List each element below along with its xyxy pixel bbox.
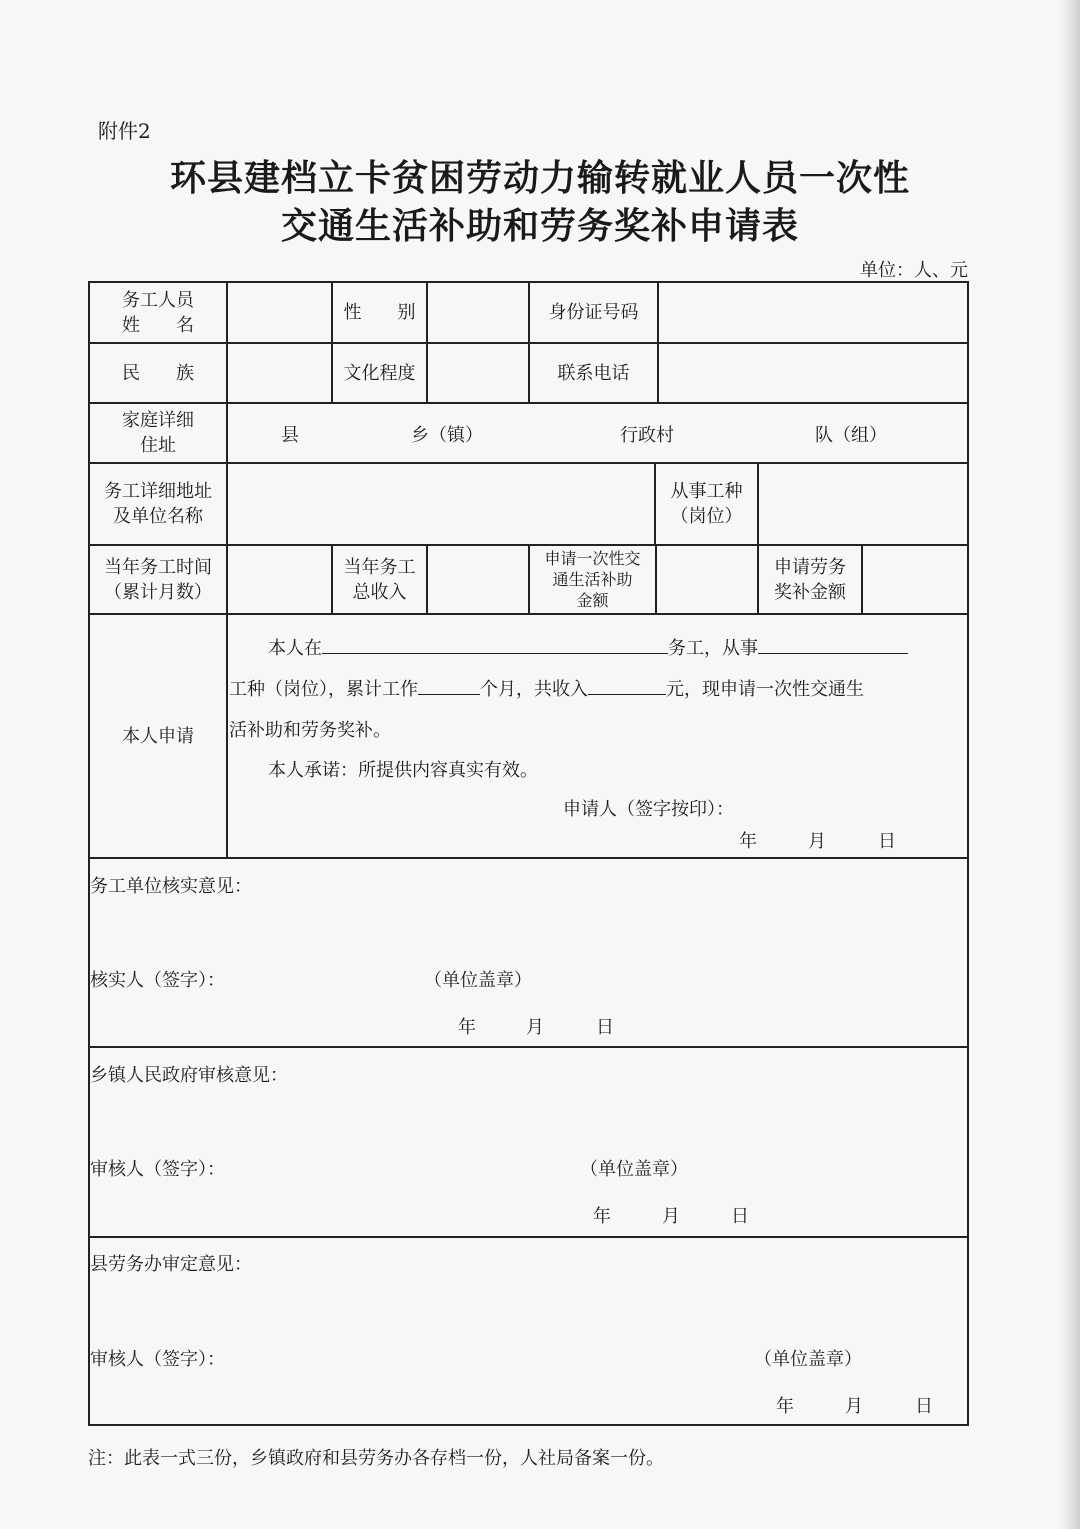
label-worker-name xyxy=(90,283,226,342)
label-gender: 性 别 xyxy=(343,302,416,323)
township-date-year: 年 xyxy=(593,1206,611,1227)
label-work-months xyxy=(90,546,226,613)
row-divider xyxy=(88,857,969,859)
application-date-month: 月 xyxy=(808,831,826,852)
label-total-income-line1: 当年务工 xyxy=(343,556,416,578)
label-work-address-line1: 务工详细地址 xyxy=(104,481,212,502)
county-date-day: 日 xyxy=(915,1396,933,1417)
label-work-months-line2: （累计月数） xyxy=(104,581,212,603)
table-border-right xyxy=(967,281,969,1426)
label-home-address-line1: 家庭详细 xyxy=(122,410,194,431)
label-transport-subsidy xyxy=(530,546,655,613)
label-total-income xyxy=(333,546,426,613)
scan-page-edge xyxy=(1058,0,1080,1529)
attachment-label: 附件2 xyxy=(98,119,151,143)
address-township: 乡（镇） xyxy=(411,425,483,446)
field-ethnicity[interactable] xyxy=(228,344,331,402)
township-reviewer-label: 审核人（签字）： xyxy=(90,1159,225,1180)
field-education[interactable] xyxy=(428,344,528,402)
label-transport-subsidy-line2: 通生活补助 xyxy=(552,570,633,589)
county-seal-label: （单位盖章） xyxy=(754,1349,862,1370)
county-opinion-heading: 县劳务办审定意见： xyxy=(90,1254,252,1275)
label-education: 文化程度 xyxy=(343,362,416,384)
address-village: 行政村 xyxy=(620,425,674,446)
label-ethnicity: 民 族 xyxy=(122,362,194,384)
field-job-type[interactable] xyxy=(759,464,967,544)
county-reviewer-label: 审核人（签字）： xyxy=(90,1349,225,1370)
employer-date-month: 月 xyxy=(526,1017,544,1038)
township-date-day: 日 xyxy=(731,1206,749,1227)
field-id-number[interactable] xyxy=(659,283,967,342)
blank-months[interactable] xyxy=(418,676,480,695)
label-home-address-line2: 住址 xyxy=(140,435,176,456)
field-work-address[interactable] xyxy=(228,464,654,544)
label-labor-award-line1: 申请劳务 xyxy=(774,556,846,578)
county-date-month: 月 xyxy=(845,1396,863,1417)
label-home-address xyxy=(90,404,226,462)
application-text: 元，现申请一次性交通生 xyxy=(666,679,864,700)
label-worker-name-line1: 务工人员 xyxy=(122,289,194,311)
label-transport-subsidy-line1: 申请一次性交 xyxy=(544,549,641,568)
field-work-months[interactable] xyxy=(228,546,331,613)
label-worker-name-line2: 姓 名 xyxy=(122,314,194,336)
label-phone: 联系电话 xyxy=(557,362,630,384)
unit-label: 单位：人、元 xyxy=(860,260,968,281)
blank-occupation[interactable] xyxy=(758,635,908,654)
label-id-number: 身份证号码 xyxy=(548,302,639,323)
table-border-bottom xyxy=(88,1424,969,1426)
label-self-application: 本人申请 xyxy=(122,725,194,747)
address-county: 县 xyxy=(281,425,299,446)
label-job-type xyxy=(656,464,757,544)
employer-date-year: 年 xyxy=(458,1017,476,1038)
application-line1 xyxy=(268,634,908,660)
application-date-year: 年 xyxy=(739,831,757,852)
township-seal-label: （单位盖章） xyxy=(580,1159,688,1180)
label-work-months-line1: 当年务工时间 xyxy=(104,556,212,578)
blank-work-location[interactable] xyxy=(322,635,668,654)
form-title-line2: 交通生活补助和劳务奖补申请表 xyxy=(280,205,799,247)
field-total-income[interactable] xyxy=(428,546,528,613)
application-pledge: 本人承诺：所提供内容真实有效。 xyxy=(268,760,538,781)
address-team: 队（组） xyxy=(815,425,887,446)
township-date-month: 月 xyxy=(662,1206,680,1227)
row-divider xyxy=(88,1046,969,1048)
applicant-signature-label: 申请人（签字按印）： xyxy=(563,799,734,820)
field-transport-subsidy[interactable] xyxy=(657,546,757,613)
employer-verifier-label: 核实人（签字）： xyxy=(90,970,225,991)
township-opinion-heading: 乡镇人民政府审核意见： xyxy=(90,1065,288,1086)
application-text: 本人在 xyxy=(268,638,322,659)
application-date-day: 日 xyxy=(878,831,896,852)
label-job-type-line2: （岗位） xyxy=(670,506,743,527)
field-worker-name[interactable] xyxy=(228,283,331,342)
form-title-line1: 环县建档立卡贫困劳动力输转就业人员一次性 xyxy=(169,157,910,199)
application-line2 xyxy=(229,675,864,701)
employer-seal-label: （单位盖章） xyxy=(424,970,532,991)
blank-income[interactable] xyxy=(588,676,666,695)
footnote: 注：此表一式三份，乡镇政府和县劳务办各存档一份，人社局备案一份。 xyxy=(88,1448,664,1469)
label-labor-award-line2: 奖补金额 xyxy=(774,581,846,603)
application-text: 务工，从事 xyxy=(668,638,758,659)
field-gender[interactable] xyxy=(428,283,528,342)
county-date-year: 年 xyxy=(776,1396,794,1417)
label-transport-subsidy-line3: 金额 xyxy=(576,591,609,610)
application-text: 工种（岗位），累计工作 xyxy=(229,679,418,700)
employer-date-day: 日 xyxy=(596,1017,614,1038)
field-phone[interactable] xyxy=(659,344,967,402)
label-labor-award xyxy=(759,546,861,613)
field-labor-award[interactable] xyxy=(863,546,967,613)
label-work-address xyxy=(90,464,226,544)
label-total-income-line2: 总收入 xyxy=(352,581,407,603)
application-text: 个月，共收入 xyxy=(480,679,588,700)
label-job-type-line1: 从事工种 xyxy=(670,481,743,502)
row-divider xyxy=(88,1236,969,1238)
label-work-address-line2: 及单位名称 xyxy=(113,506,203,527)
application-line3: 活补助和劳务奖补。 xyxy=(229,720,391,741)
employer-opinion-heading: 务工单位核实意见： xyxy=(90,876,252,897)
